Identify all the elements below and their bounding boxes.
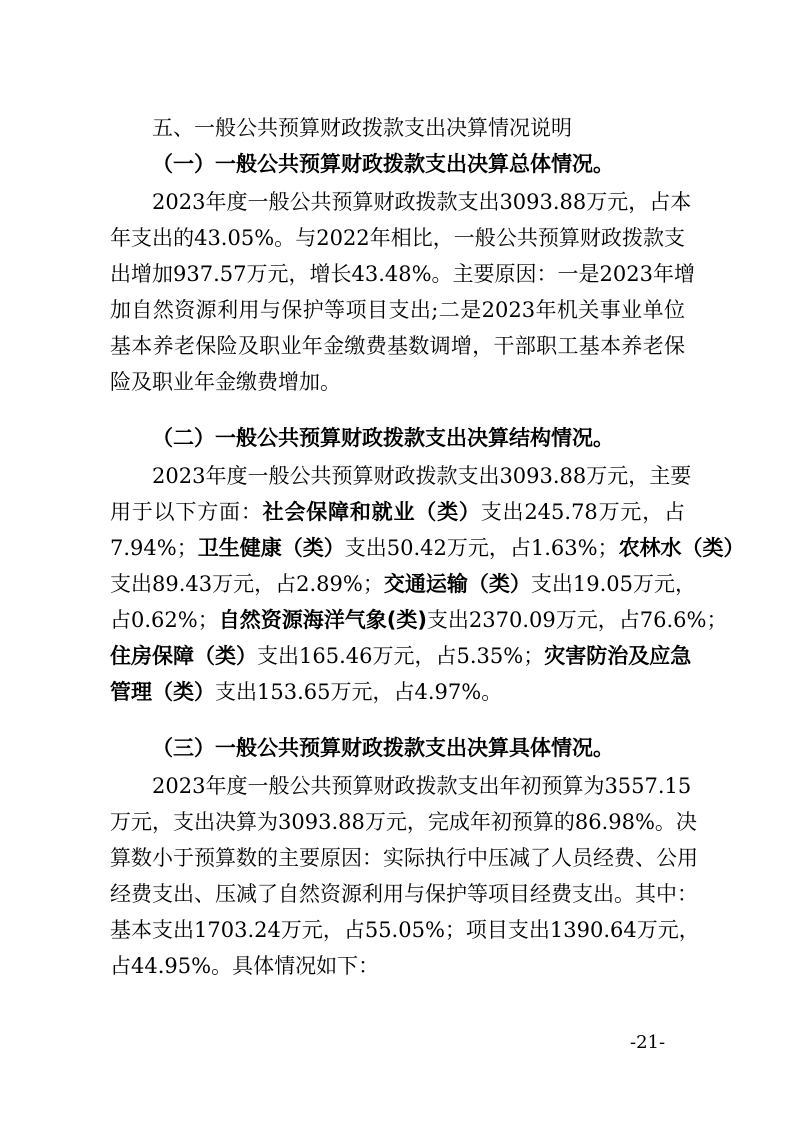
paragraph-line: 占44.95%。具体情况如下：: [110, 954, 380, 978]
paragraph-line: 算数小于预算数的主要原因：实际执行中压减了人员经费、公用: [110, 846, 698, 870]
paragraph-line: 2023年度一般公共预算财政拨款支出3093.88万元，主要: [152, 464, 692, 488]
paragraph-line: 加自然资源利用与保护等项目支出;二是2023年机关事业单位: [110, 298, 685, 322]
paragraph-line: 支出89.43万元，占2.89%；交通运输（类）支出19.05万元，: [110, 572, 696, 596]
paragraph-line: 7.94%；卫生健康（类）支出50.42万元，占1.63%；农林水（类）: [110, 536, 745, 560]
paragraph-line: 管理（类）支出153.65万元，占4.97%。: [110, 680, 503, 704]
paragraph-line: 基本养老保险及职业年金缴费基数调增，干部职工基本养老保: [110, 334, 685, 358]
paragraph-line: 经费支出、压减了自然资源利用与保护等项目经费支出。其中：: [110, 882, 698, 906]
paragraph-line: 2023年度一般公共预算财政拨款支出年初预算为3557.15: [152, 774, 692, 798]
paragraph-line: 住房保障（类）支出165.46万元，占5.35%；灾害防治及应急: [110, 644, 692, 668]
subsection-2-heading: （二）一般公共预算财政拨款支出决算结构情况。: [152, 426, 614, 450]
paragraph-line: 2023年度一般公共预算财政拨款支出3093.88万元，占本: [152, 190, 692, 214]
paragraph-line: 基本支出1703.24万元，占55.05%；项目支出1390.64万元，: [110, 918, 700, 942]
paragraph-line: 占0.62%；自然资源海洋气象(类)支出2370.09万元，占76.6%；: [110, 608, 728, 632]
subsection-1-heading: （一）一般公共预算财政拨款支出决算总体情况。: [152, 152, 614, 176]
paragraph-line: 年支出的43.05%。与2022年相比，一般公共预算财政拨款支: [110, 226, 685, 250]
paragraph-line: 用于以下方面：社会保障和就业（类）支出245.78万元，占: [110, 500, 686, 524]
paragraph-line: 出增加937.57万元，增长43.48%。主要原因：一是2023年增: [110, 262, 695, 286]
paragraph-line: 险及职业年金缴费增加。: [110, 370, 341, 394]
page-number: -21-: [630, 1032, 666, 1053]
paragraph-line: 万元，支出决算为3093.88万元，完成年初预算的86.98%。决: [110, 810, 697, 834]
section-title: 五、一般公共预算财政拨款支出决算情况说明: [152, 116, 572, 140]
subsection-3-heading: （三）一般公共预算财政拨款支出决算具体情况。: [152, 736, 614, 760]
